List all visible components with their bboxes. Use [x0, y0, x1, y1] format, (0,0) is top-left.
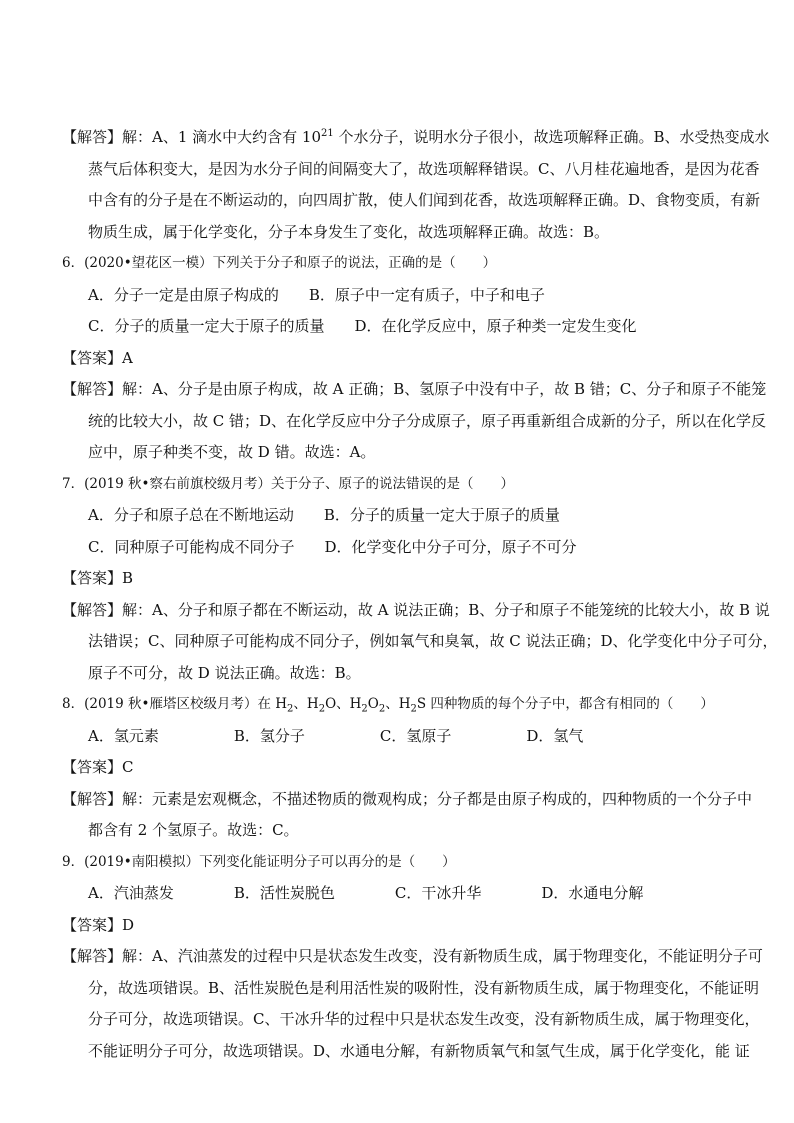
- question-line: 6．(2020•望花区一模）下列关于分子和原子的说法，正确的是（ ）: [62, 255, 497, 271]
- solution-line: 【解答】解：A、分子和原子都在不断运动，故 A 说法正确；B、分子和原子不能笼统的比较大小，故 B 说: [62, 601, 770, 619]
- option-line: C．同种原子可能构成不同分子 D．化学变化中分子可分，原子不可分: [88, 538, 577, 556]
- solution-line: 分子可分，故选项错误。C、干冰升华的过程中只是状态发生改变，没有新物质生成，属于物理变化，: [88, 1010, 760, 1028]
- option-line: A．氢元素 B．氢分子 C．氢原子 D．氢气: [88, 727, 584, 745]
- solution-line: 【解答】解：A、分子是由原子构成，故 A 正确；B、氢原子中没有中子，故 B 错；C、分子和原子不能笼: [62, 380, 767, 398]
- answer-line: 【答案】A: [62, 349, 133, 367]
- answer-line: 【答案】C: [62, 758, 134, 776]
- solution-line: 蒸气后体积变大，是因为水分子间的间隔变大了，故选项解释错误。C、八月桂花遍地香，是因为花香: [88, 160, 760, 178]
- solution-line: 中含有的分子是在不断运动的，向四周扩散，使人们闻到花香，故选项解释正确。D、食物变质，有新: [88, 191, 761, 209]
- answer-line: 【答案】D: [62, 916, 135, 934]
- question-line: 9．(2019•南阳模拟）下列变化能证明分子可以再分的是（ ）: [62, 854, 456, 870]
- solution-line: 【解答】解：A、汽油蒸发的过程中只是状态发生改变，没有新物质生成，属于物理变化，不能证明分子可: [62, 947, 763, 965]
- question-line: 7．(2019 秋•察右前旗校级月考）关于分子、原子的说法错误的是（ ）: [62, 476, 514, 492]
- option-line: A．分子一定是由原子构成的 B．原子中一定有质子，中子和电子: [88, 286, 545, 304]
- option-line: A．汽油蒸发 B．活性炭脱色 C．干冰升华 D．水通电分解: [88, 884, 644, 902]
- solution-line: 物质生成，属于化学变化，分子本身发生了变化，故选项解释正确。故选：B。: [88, 223, 610, 241]
- question-line: 8．(2019 秋•雁塔区校级月考）在 $H_2$、$H_2O$、$H_2O_2$、$H_2S$ 四种物质的每个分子中，都含有相同的（ ）: [62, 696, 714, 715]
- solution-line: 分，故选项错误。B、活性炭脱色是利用活性炭的吸附性，没有新物质生成，属于物理变化，不能证明: [88, 979, 760, 997]
- option-line: C．分子的质量一定大于原子的质量 D．在化学反应中，原子种类一定发生变化: [88, 317, 637, 335]
- solution-line: 【解答】解：A、1 滴水中大约含有 $10^{21}$ 个水分子，说明水分子很小，故选项解释正确。B、水受热变成水: [62, 128, 770, 146]
- solution-line: 法错误；C、同种原子可能构成不同分子，例如氧气和臭氧，故 C 说法正确；D、化学变化中分子可分，: [88, 632, 778, 650]
- solution-line: 原子不可分，故 D 说法正确。故选：B。: [88, 664, 361, 682]
- solution-line: 应中，原子种类不变，故 D 错。故选：A。: [88, 443, 376, 461]
- solution-line: 统的比较大小，故 C 错；D、在化学反应中分子分成原子，原子再重新组合成新的分子，所以在化学反: [88, 412, 767, 430]
- solution-line: 都含有 2 个氢原子。故选：C。: [88, 821, 299, 839]
- answer-line: 【答案】B: [62, 569, 134, 587]
- solution-line: 【解答】解：元素是宏观概念，不描述物质的微观构成；分子都是由原子构成的，四种物质的一个分子中: [62, 790, 753, 808]
- option-line: A．分子和原子总在不断地运动 B．分子的质量一定大于原子的质量: [88, 506, 560, 524]
- solution-line: 不能证明分子可分，故选项错误。D、水通电分解，有新物质氧气和氢气生成，属于化学变化，能 证: [88, 1042, 750, 1060]
